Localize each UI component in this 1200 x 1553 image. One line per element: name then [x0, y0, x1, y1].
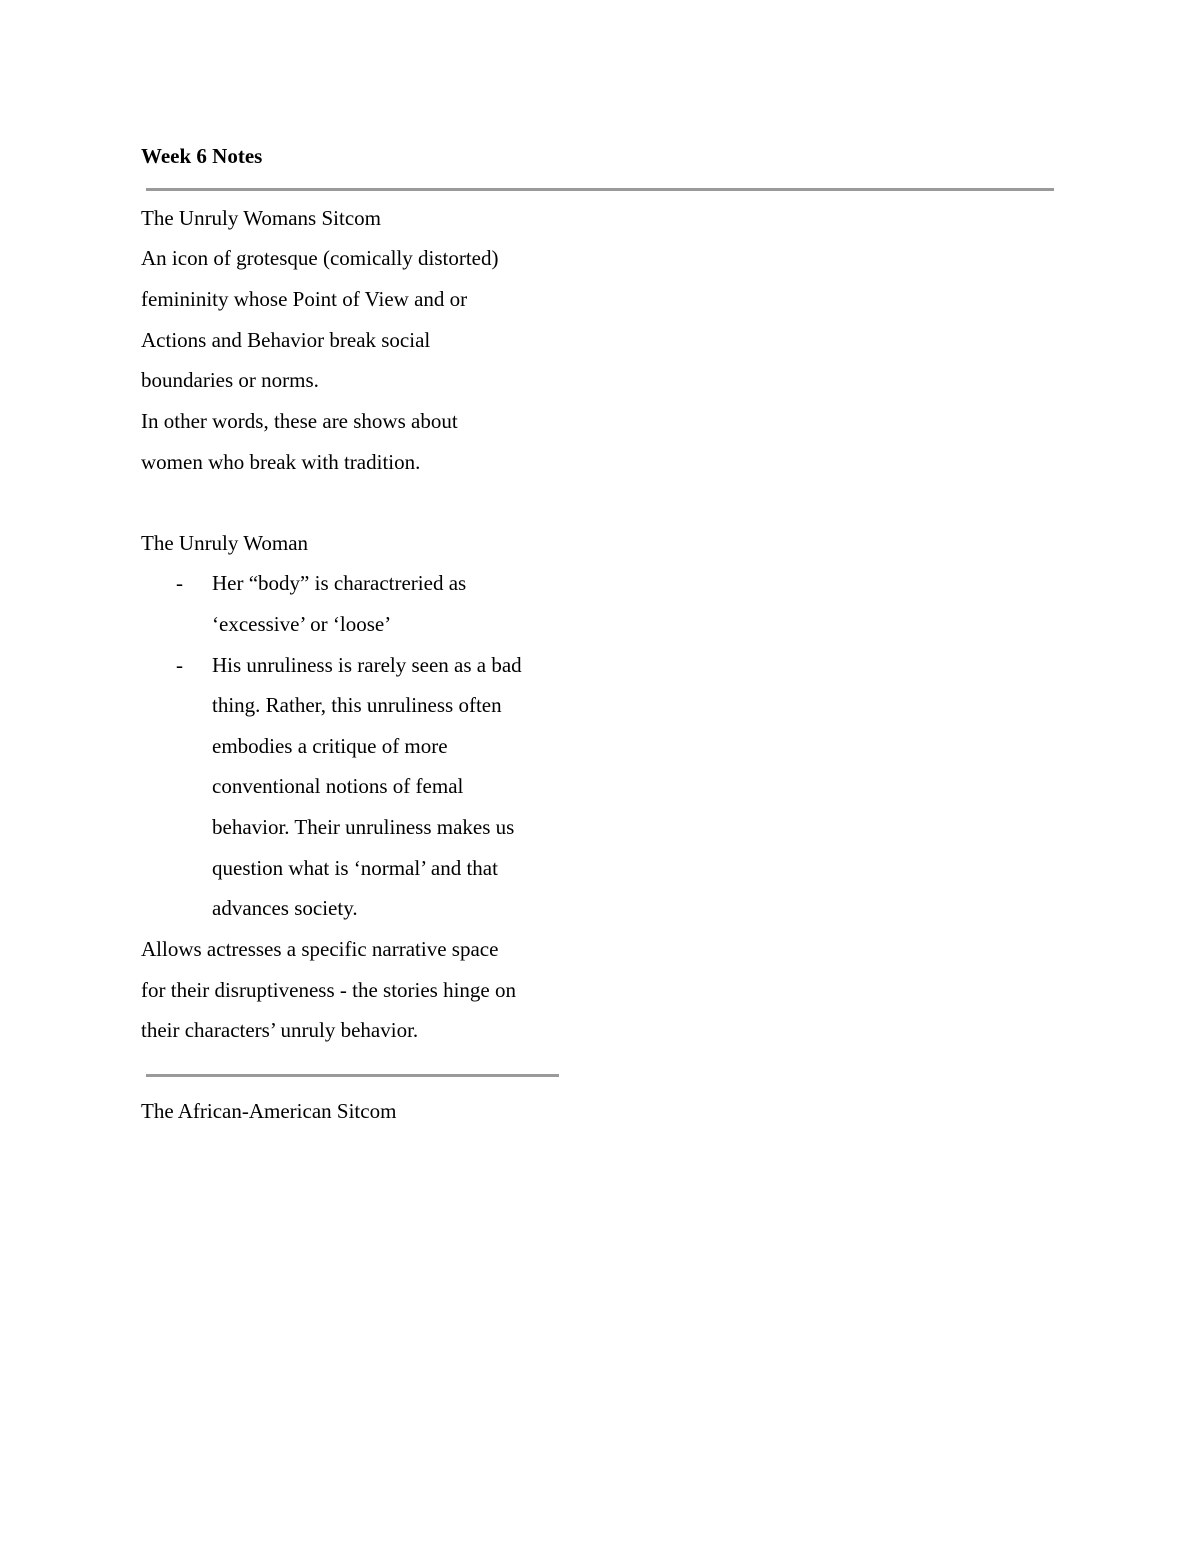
- divider-top: [146, 188, 1054, 191]
- divider-middle: [146, 1074, 559, 1077]
- bullet-text-line: Her “body” is charactreried as: [212, 571, 467, 595]
- bullet-text-line: ‘excessive’ or ‘loose’: [212, 612, 392, 636]
- text-line: boundaries or norms.: [141, 368, 319, 392]
- bullet-text-line: conventional notions of femal: [212, 774, 464, 798]
- page-title: Week 6 Notes: [141, 144, 263, 168]
- bullet-text-line: behavior. Their unruliness makes us: [212, 815, 515, 839]
- bullet-marker: -: [176, 571, 183, 595]
- text-line: women who break with tradition.: [141, 450, 421, 474]
- bullet-text-line: advances society.: [212, 896, 358, 920]
- text-line: femininity whose Point of View and or: [141, 287, 468, 311]
- text-line: their characters’ unruly behavior.: [141, 1018, 419, 1042]
- section-heading-unruly-woman: The Unruly Woman: [141, 531, 309, 555]
- bullet-text-line: embodies a critique of more: [212, 734, 448, 758]
- text-line: In other words, these are shows about: [141, 409, 458, 433]
- text-line: An icon of grotesque (comically distorted): [141, 246, 499, 270]
- text-line: Allows actresses a specific narrative space: [141, 937, 499, 961]
- bullet-marker: -: [176, 653, 183, 677]
- text-line: for their disruptiveness - the stories hinge on: [141, 978, 517, 1002]
- bullet-text-line: question what is ‘normal’ and that: [212, 856, 498, 880]
- section-heading-unruly-womans-sitcom: The Unruly Womans Sitcom: [141, 206, 381, 230]
- bullet-text-line: His unruliness is rarely seen as a bad: [212, 653, 522, 677]
- text-line: Actions and Behavior break social: [141, 328, 431, 352]
- bullet-text-line: thing. Rather, this unruliness often: [212, 693, 502, 717]
- section-heading-african-american-sitcom: The African-American Sitcom: [141, 1099, 397, 1123]
